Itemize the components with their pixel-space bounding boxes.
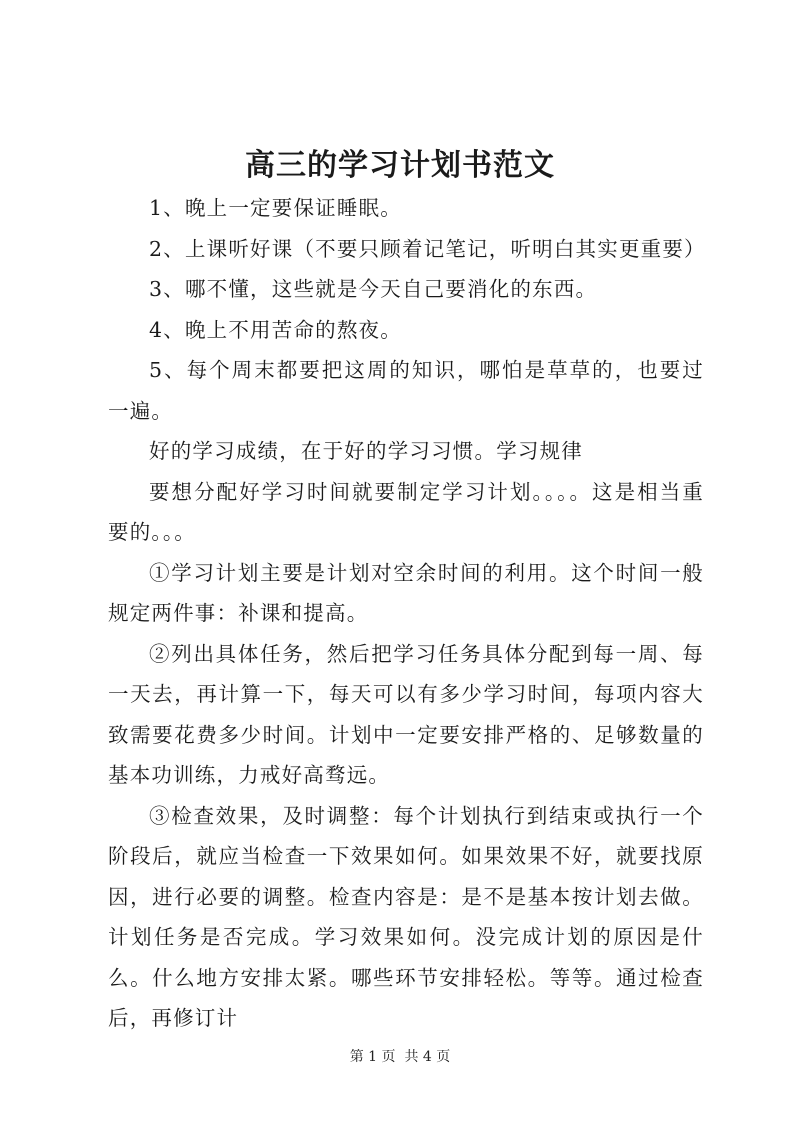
page-footer [0, 1046, 800, 1066]
document-title: 高三的学习计划书范文 [245, 148, 555, 183]
paragraph-7: 要想分配好学习时间就要制定学习计划。。。。这是相当重要的。。。 [108, 479, 704, 544]
paragraph-3: 3、哪不懂，这些就是今天自己要消化的东西。 [149, 277, 598, 301]
document-body [108, 188, 704, 1039]
paragraph-1: 1、晚上一定要保证睡眠。 [149, 196, 402, 220]
paragraph-10: ③检查效果，及时调整：每个计划执行到结束或执行一个阶段后，就应当检查一下效果如何。如果效果不好，就要找原因，进行必要的调整。检查内容是：是不是基本按计划去做。计划任务是否完成。学习效果如何。没完成计划的原因是什么。什么地方安排太紧。哪些环节安排轻松。等等。通过检查后，再修订计 [108, 803, 704, 1030]
page-number-label: 第 1 页 共 4 页 [349, 1049, 451, 1065]
paragraph-2: 2、上课听好课（不要只顾着记笔记，听明白其实更重要） [149, 236, 706, 261]
paragraph-6: 好的学习成绩，在于好的学习习惯。学习规律 [149, 439, 583, 463]
paragraph-4: 4、晚上不用苦命的熬夜。 [149, 317, 402, 342]
paragraph-8: ①学习计划主要是计划对空余时间的利用。这个时间一般规定两件事：补课和提高。 [108, 560, 704, 625]
paragraph-9: ②列出具体任务，然后把学习任务具体分配到每一周、每一天去，再计算一下，每天可以有多少学习时间，每项内容大致需要花费多少时间。计划中一定要安排严格的、足够数量的基本功训练，力戒好高骛远。 [108, 641, 704, 787]
paragraph-5: 5、每个周末都要把这周的知识，哪怕是草草的，也要过一遍。 [108, 358, 704, 423]
